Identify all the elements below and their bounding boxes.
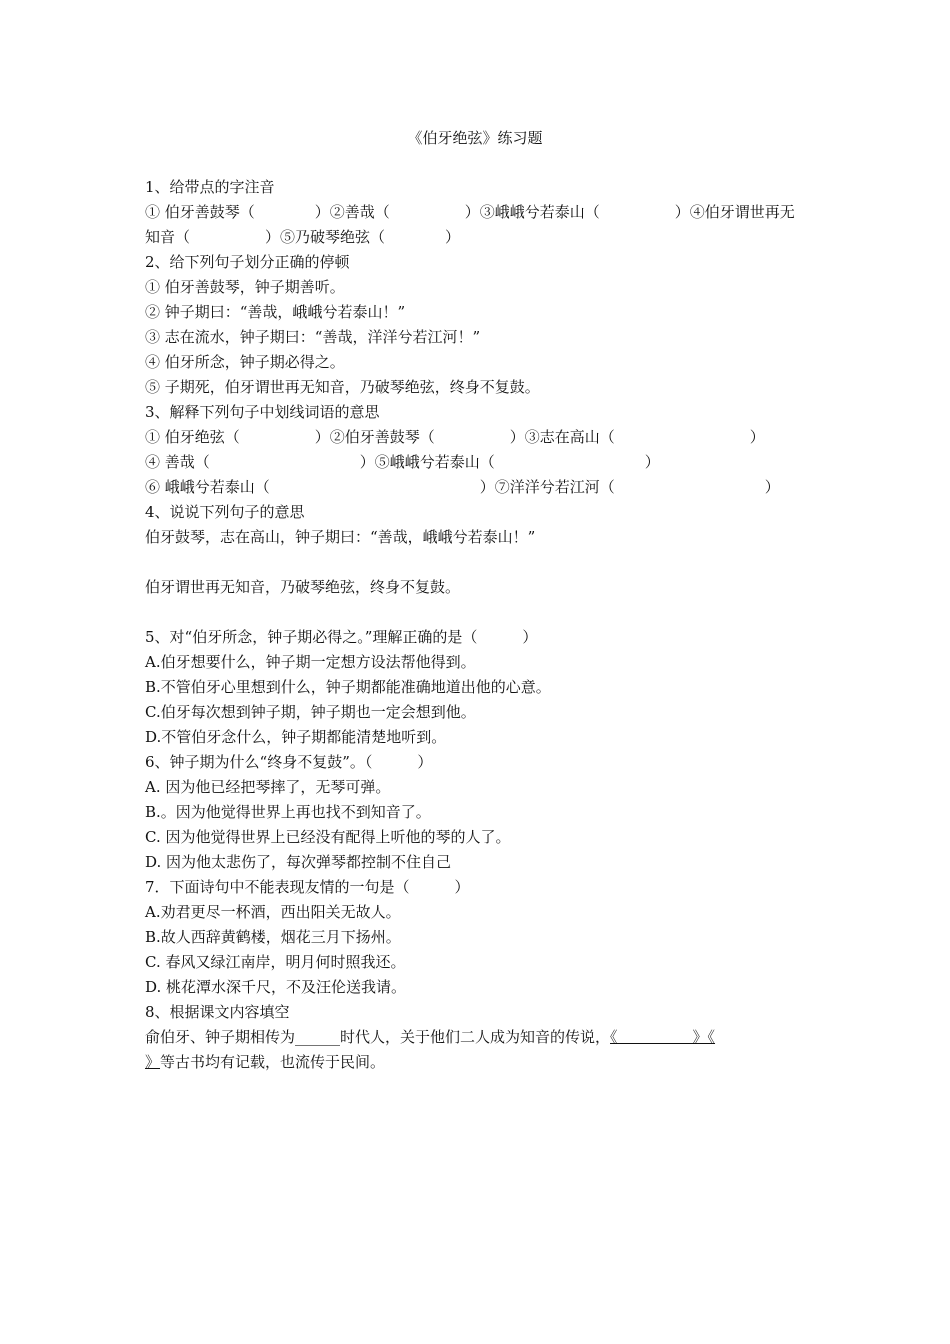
q4-sentence-2: 伯牙谓世再无知音，乃破琴绝弦，终身不复鼓。 — [145, 578, 461, 596]
q3-line-1: ① 伯牙绝弦（ ）②伯牙善鼓琴（ ）③志在高山（ ） — [145, 428, 765, 446]
q3-heading: 3、解释下列句子中划线词语的意思 — [145, 403, 380, 421]
q6-option: A. 因为他已经把琴摔了，无琴可弹。 — [145, 778, 391, 796]
q7-option: C. 春风又绿江南岸，明月何时照我还。 — [145, 953, 406, 971]
q8-underlined-blank: 》 — [145, 1053, 161, 1071]
q2-item: ⑤ 子期死，伯牙谓世再无知音，乃破琴绝弦，终身不复鼓。 — [145, 378, 540, 396]
q7-option: D. 桃花潭水深千尺，不及汪伦送我请。 — [145, 978, 407, 996]
q6-option: D. 因为他太悲伤了，每次弹琴都控制不住自己 — [145, 853, 452, 871]
q6-option: C. 因为他觉得世界上已经没有配得上听他的琴的人了。 — [145, 828, 511, 846]
q7-option: B.故人西辞黄鹤楼，烟花三月下扬州。 — [145, 928, 401, 946]
answer-space — [145, 600, 810, 625]
q7-heading: 7．下面诗句中不能表现友情的一句是（ ） — [145, 878, 470, 896]
q3-line-3: ⑥ 峨峨兮若泰山（ ）⑦洋洋兮若江河（ ） — [145, 478, 780, 496]
q1-heading: 1、给带点的字注音 — [145, 178, 275, 196]
q5-option: A.伯牙想要什么，钟子期一定想方设法帮他得到。 — [145, 653, 476, 671]
q8-line-1 — [145, 1025, 810, 1050]
page-title: 《伯牙绝弦》练习题 — [407, 129, 543, 147]
q5-option: D.不管伯牙念什么，钟子期都能清楚地听到。 — [145, 728, 447, 746]
q2-item: ④ 伯牙所念，钟子期必得之。 — [145, 353, 345, 371]
worksheet-content — [145, 175, 810, 1075]
q8-heading: 8、根据课文内容填空 — [145, 1003, 290, 1021]
q2-item: ② 钟子期曰：“善哉，峨峨兮若泰山！” — [145, 303, 406, 321]
q2-item: ① 伯牙善鼓琴，钟子期善听。 — [145, 278, 345, 296]
q8-text: 等古书均有记载，也流传于民间。 — [160, 1053, 386, 1071]
q1-line-2: 知音（ ）⑤乃破琴绝弦（ ） — [145, 228, 461, 246]
q3-line-2: ④ 善哉（ ）⑤峨峨兮若泰山（ ） — [145, 453, 660, 471]
q4-heading: 4、说说下列句子的意思 — [145, 503, 305, 521]
q1-line-1: ① 伯牙善鼓琴（ ）②善哉（ ）③峨峨兮若泰山（ ）④伯牙谓世再无 — [145, 203, 795, 221]
answer-space — [145, 550, 810, 575]
q2-item: ③ 志在流水，钟子期曰：“善哉，洋洋兮若江河！” — [145, 328, 481, 346]
q6-option: B.。因为他觉得世界上再也找不到知音了。 — [145, 803, 431, 821]
q7-option: A.劝君更尽一杯酒，西出阳关无故人。 — [145, 903, 401, 921]
q2-heading: 2、给下列句子划分正确的停顿 — [145, 253, 350, 271]
q6-heading: 6、钟子期为什么“终身不复鼓”。（ ） — [145, 753, 433, 771]
q5-option: B.不管伯牙心里想到什么，钟子期都能准确地道出他的心意。 — [145, 678, 551, 696]
q8-line-2 — [145, 1050, 810, 1075]
q4-sentence-1: 伯牙鼓琴，志在高山，钟子期曰：“善哉，峨峨兮若泰山！” — [145, 528, 536, 546]
q5-option: C.伯牙每次想到钟子期，钟子期也一定会想到他。 — [145, 703, 476, 721]
q8-underlined-blank: 《 》《 — [610, 1028, 716, 1046]
q8-text: 俞伯牙、钟子期相传为______时代人，关于他们二人成为知音的传说， — [145, 1028, 611, 1046]
q5-heading: 5、对“伯牙所念，钟子期必得之。”理解正确的是（ ） — [145, 628, 538, 646]
